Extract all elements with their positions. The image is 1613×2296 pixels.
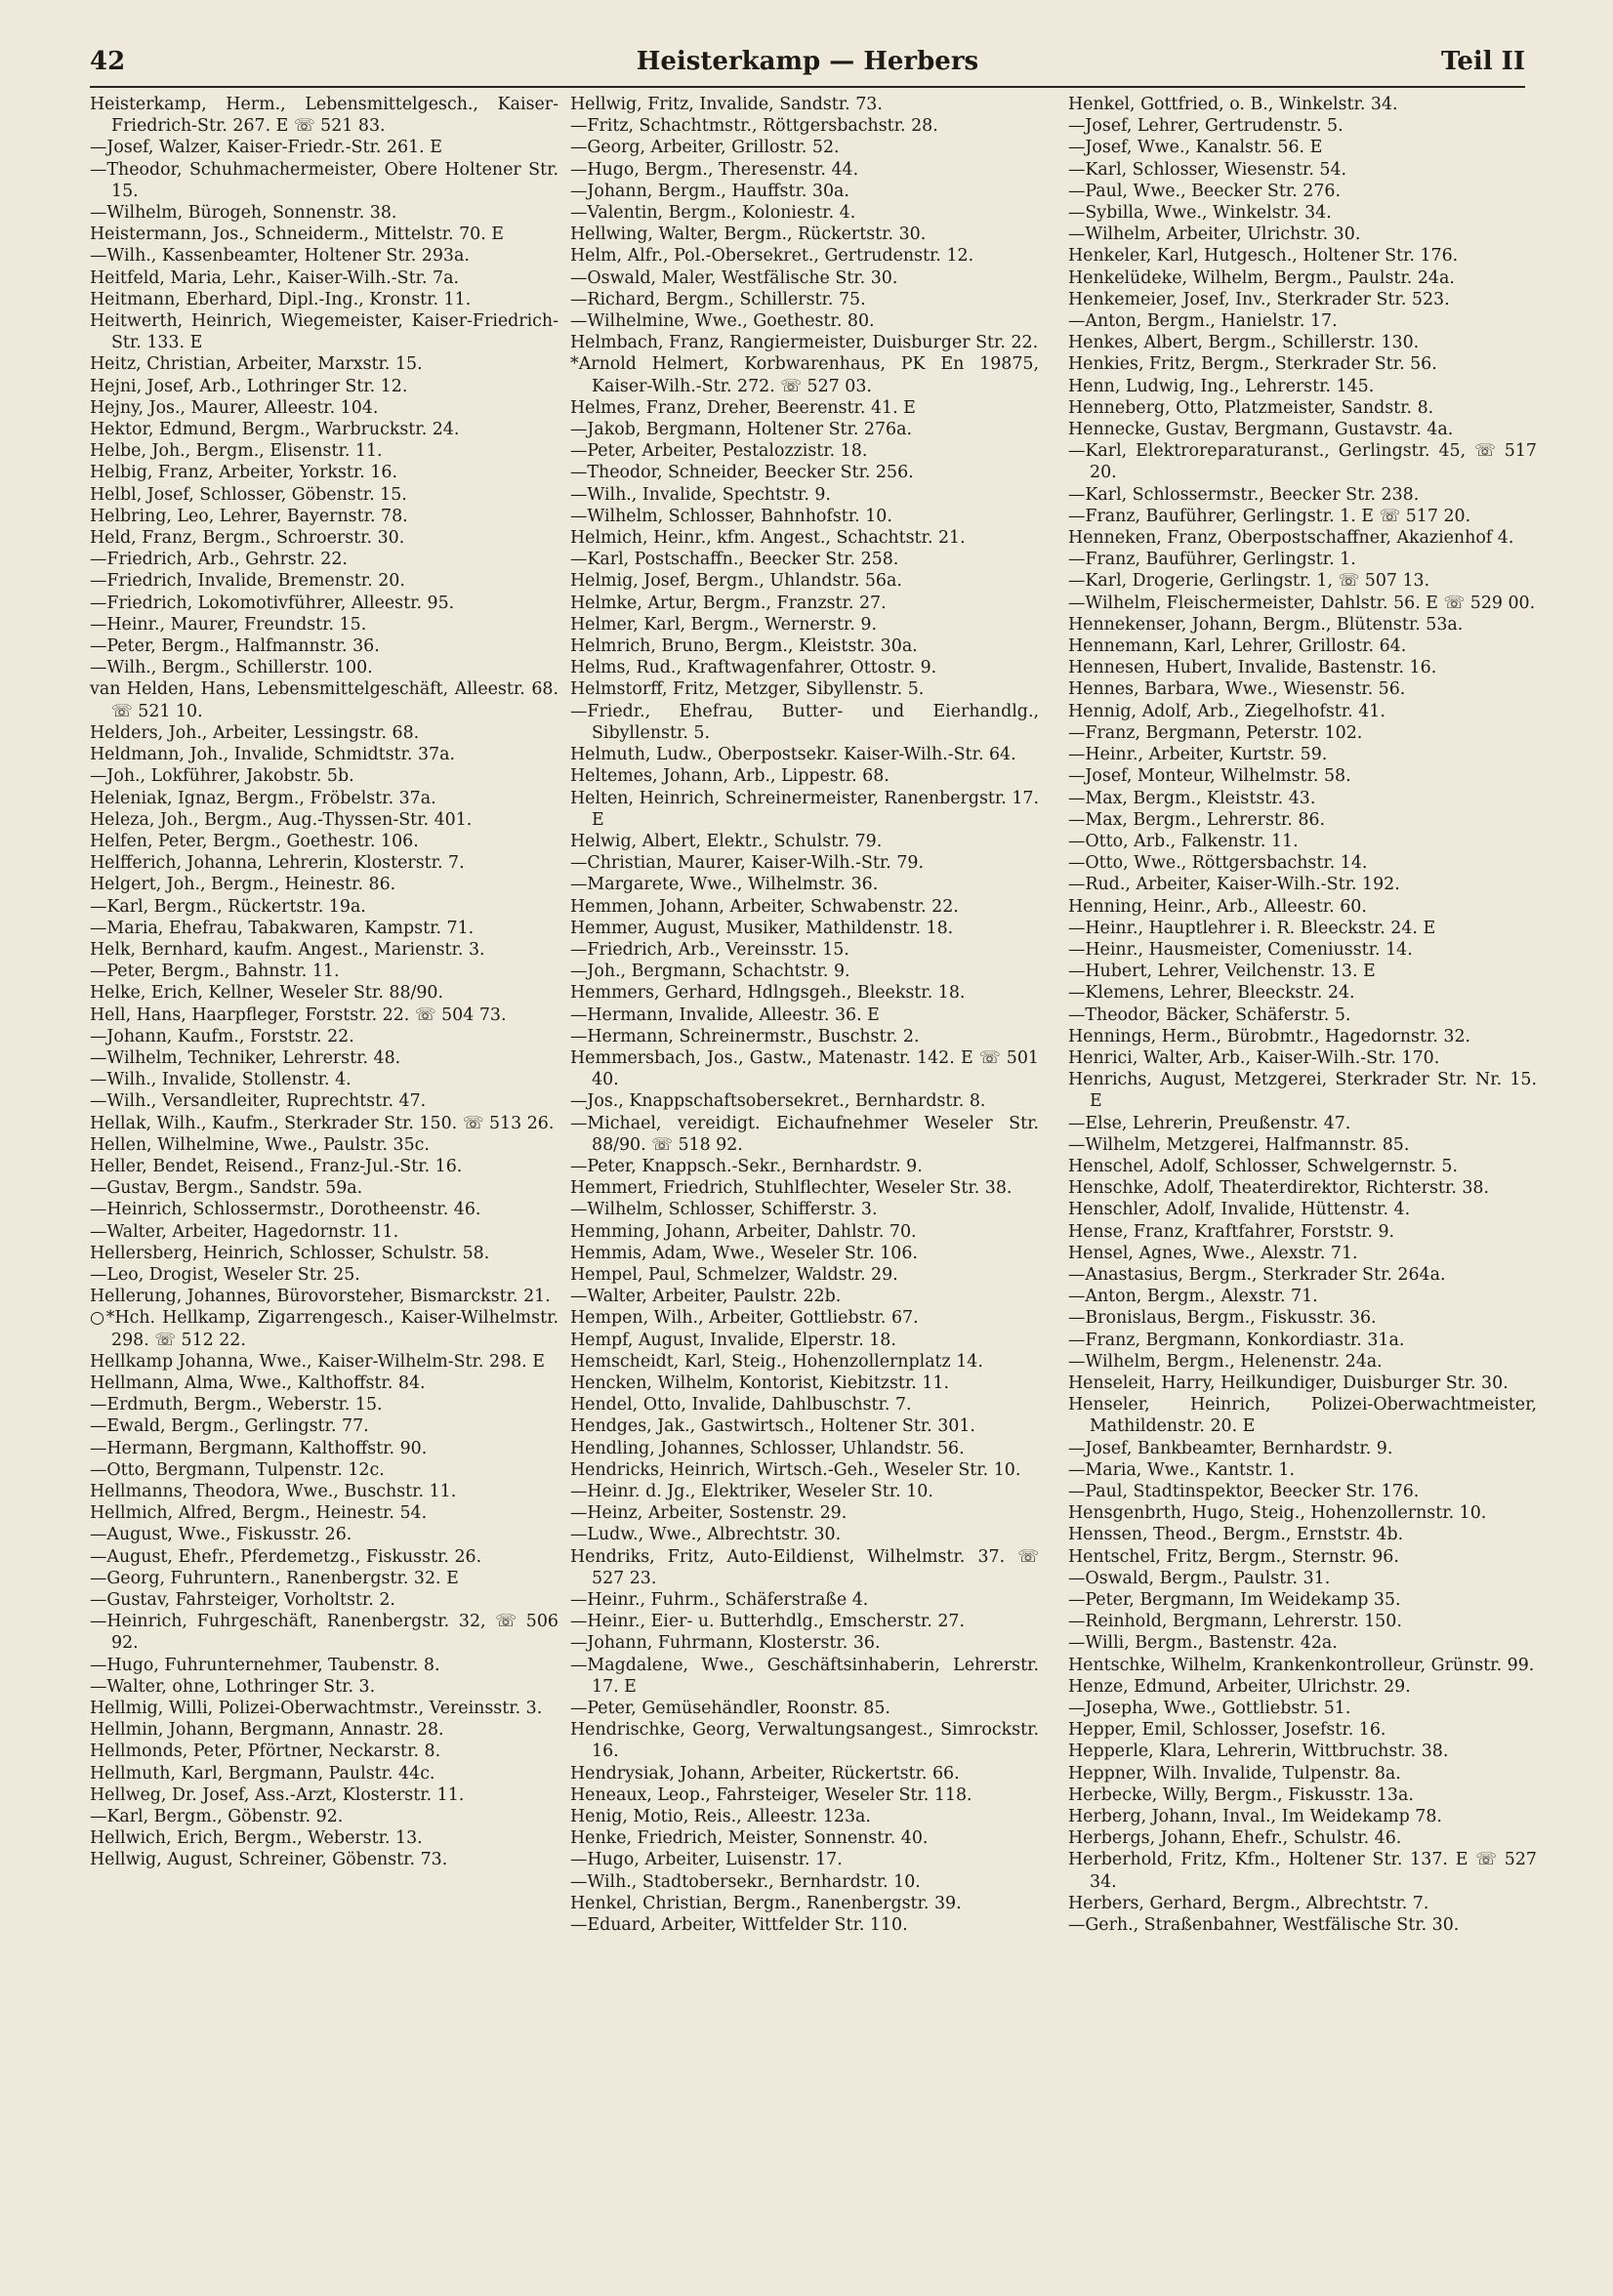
directory-entry: Heppner, Wilh. Invalide, Tulpenstr. 8a. <box>1068 1763 1401 1784</box>
directory-entry: Helmke, Artur, Bergm., Franzstr. 27. <box>570 593 887 613</box>
directory-entry: Heisterkamp, Herm., Lebensmittelgesch., Kaiser-Friedrich-Str. 267. E ☏ 521 83. <box>90 95 558 137</box>
directory-entry: —Josef, Monteur, Wilhelmstr. 58. <box>1068 766 1351 787</box>
directory-entry: —Heinrich, Schlossermstr., Dorotheenstr. 46. <box>90 1200 481 1220</box>
directory-entry: Hendriks, Fritz, Auto-Eildienst, Wilhelmstr. 37. ☏ 527 23. <box>570 1546 1039 1588</box>
directory-entry: Hendel, Otto, Invalide, Dahlbuschstr. 7. <box>570 1395 912 1415</box>
directory-entry: —Josef, Bankbeamter, Bernhardstr. 9. <box>1068 1438 1393 1458</box>
directory-entry: Henn, Ludwig, Ing., Lehrerstr. 145. <box>1068 376 1375 396</box>
directory-entry: Henning, Heinr., Arb., Alleestr. 60. <box>1068 896 1367 917</box>
directory-entry: —Peter, Arbeiter, Pestalozzistr. 18. <box>570 441 868 462</box>
directory-entry: Helbig, Franz, Arbeiter, Yorkstr. 16. <box>90 463 397 483</box>
directory-entry: —Theodor, Schuhmachermeister, Obere Holtener Str. 15. <box>90 159 558 201</box>
directory-entry: Heldmann, Joh., Invalide, Schmidtstr. 37a. <box>90 745 455 765</box>
directory-entry: Hendling, Johannes, Schlosser, Uhlandstr. 56. <box>570 1438 965 1458</box>
directory-entry: —Christian, Maurer, Kaiser-Wilh.-Str. 79. <box>570 853 924 874</box>
directory-entry: —Wilh., Stadtobersekr., Bernhardstr. 10. <box>570 1871 921 1892</box>
directory-entry: —Walter, Arbeiter, Paulstr. 22b. <box>570 1287 842 1307</box>
directory-entry: Henseler, Heinrich, Polizei-Oberwachtmeister, Mathildenstr. 20. E <box>1068 1395 1537 1437</box>
directory-entry: Hellak, Wilh., Kaufm., Sterkrader Str. 150. ☏ 513 26. <box>90 1113 555 1133</box>
directory-entry: Hendricks, Heinrich, Wirtsch.-Geh., Weseler Str. 10. <box>570 1459 1021 1480</box>
directory-entry: Hemmersbach, Jos., Gastw., Matenastr. 142. E ☏ 501 40. <box>570 1047 1039 1090</box>
directory-entry: —Max, Bergm., Lehrerstr. 86. <box>1068 809 1326 830</box>
directory-entry: Helmig, Josef, Bergm., Uhlandstr. 56a. <box>570 571 902 592</box>
directory-entry: Hellmuth, Karl, Bergmann, Paulstr. 44c. <box>90 1763 435 1784</box>
directory-entry: Hellerung, Johannes, Bürovorsteher, Bismarckstr. 21. <box>90 1287 551 1307</box>
directory-entry: Helders, Joh., Arbeiter, Lessingstr. 68. <box>90 722 420 743</box>
directory-entry: Hejny, Jos., Maurer, Alleestr. 104. <box>90 397 379 418</box>
directory-entry: Hempf, August, Invalide, Elperstr. 18. <box>570 1330 896 1350</box>
directory-entry: —Maria, Wwe., Kantstr. 1. <box>1068 1459 1296 1480</box>
directory-entry: Henze, Edmund, Arbeiter, Ulrichstr. 29. <box>1068 1676 1411 1697</box>
directory-entry: —Erdmuth, Bergm., Weberstr. 15. <box>90 1395 383 1415</box>
directory-entry: Hellmann, Alma, Wwe., Kalthoffstr. 84. <box>90 1373 426 1393</box>
directory-entry: —Wilh., Bergm., Schillerstr. 100. <box>90 658 373 678</box>
directory-entry: Helfen, Peter, Bergm., Goethestr. 106. <box>90 831 419 851</box>
directory-entry: Hellkamp Johanna, Wwe., Kaiser-Wilhelm-Str. 298. E <box>90 1351 545 1372</box>
directory-entry: —Peter, Bergm., Bahnstr. 11. <box>90 962 340 982</box>
part-label: Teil II <box>1440 47 1525 76</box>
directory-entry: —Anastasius, Bergm., Sterkrader Str. 264a. <box>1068 1264 1446 1285</box>
directory-entry: —Franz, Bauführer, Gerlingstr. 1. E ☏ 517 20. <box>1068 506 1471 526</box>
directory-entry: —Hugo, Fuhrunternehmer, Taubenstr. 8. <box>90 1655 440 1675</box>
directory-entry: Helmuth, Ludw., Oberpostsekr. Kaiser-Wilh.-Str. 64. <box>570 745 1016 765</box>
directory-entry: —Peter, Gemüsehändler, Roonstr. 85. <box>570 1699 890 1719</box>
column-2 <box>570 94 1039 1936</box>
running-title: Heisterkamp — Herbers <box>636 47 979 76</box>
directory-entry: ○*Hch. Hellkamp, Zigarrengesch., Kaiser-Wilhelmstr. 298. ☏ 512 22. <box>90 1308 558 1350</box>
directory-entry: —Heinr. d. Jg., Elektriker, Weseler Str. 10. <box>570 1482 933 1501</box>
directory-entry: —Valentin, Bergm., Koloniestr. 4. <box>570 203 856 224</box>
directory-entry: Heller, Bendet, Reisend., Franz-Jul.-Str. 16. <box>90 1156 463 1176</box>
directory-entry: Hennekenser, Johann, Bergm., Blütenstr. 53a. <box>1068 614 1464 635</box>
directory-entry: Hepperle, Klara, Lehrerin, Wittbruchstr. 38. <box>1068 1742 1449 1762</box>
header-rule <box>90 86 1525 88</box>
directory-entry: —Oswald, Bergm., Paulstr. 31. <box>1068 1568 1331 1588</box>
directory-entry: Henkeler, Karl, Hutgesch., Holtener Str. 176. <box>1068 246 1459 266</box>
directory-entry: —Sybilla, Wwe., Winkelstr. 34. <box>1068 203 1332 224</box>
directory-entry: Hensel, Agnes, Wwe., Alexstr. 71. <box>1068 1243 1358 1263</box>
directory-entry: Henke, Friedrich, Meister, Sonnenstr. 40. <box>570 1828 929 1849</box>
directory-entry: —Josef, Lehrer, Gertrudenstr. 5. <box>1068 116 1344 137</box>
directory-entry: —Wilhelm, Arbeiter, Ulrichstr. 30. <box>1068 225 1361 245</box>
directory-entry: Helmer, Karl, Bergm., Wernerstr. 9. <box>570 614 877 635</box>
directory-entry: —Hubert, Lehrer, Veilchenstr. 13. E <box>1068 962 1376 982</box>
directory-entry: Heleniak, Ignaz, Bergm., Fröbelstr. 37a. <box>90 788 436 808</box>
directory-entry: —Heinr., Arbeiter, Kurtstr. 59. <box>1068 745 1328 765</box>
directory-entry: Hemmen, Johann, Arbeiter, Schwabenstr. 22. <box>570 896 959 917</box>
directory-entry: Hennes, Barbara, Wwe., Wiesenstr. 56. <box>1068 679 1406 700</box>
directory-entry: —Wilhelm, Bürogeh, Sonnenstr. 38. <box>90 203 397 224</box>
directory-entry: —Josef, Walzer, Kaiser-Friedr.-Str. 261. E <box>90 138 442 158</box>
directory-entry: —Karl, Postschaffn., Beecker Str. 258. <box>570 550 899 570</box>
directory-entry: Helms, Rud., Kraftwagenfahrer, Ottostr. 9. <box>570 658 937 678</box>
directory-entry: Hendges, Jak., Gastwirtsch., Holtener Str. 301. <box>570 1416 975 1437</box>
directory-entry: Hempen, Wilh., Arbeiter, Gottliebstr. 67. <box>570 1308 919 1329</box>
directory-entry: Herbergs, Johann, Ehefr., Schulstr. 46. <box>1068 1828 1402 1849</box>
directory-entry: —Gustav, Bergm., Sandstr. 59a. <box>90 1178 363 1199</box>
directory-entry: Henneberg, Otto, Platzmeister, Sandstr. 8. <box>1068 397 1434 418</box>
directory-entry: —Franz, Bergmann, Konkordiastr. 31a. <box>1068 1330 1405 1350</box>
directory-entry: Hemming, Johann, Arbeiter, Dahlstr. 70. <box>570 1221 917 1242</box>
directory-entry: —Hermann, Schreinermstr., Buschstr. 2. <box>570 1026 920 1046</box>
directory-entry: Hennemann, Karl, Lehrer, Grillostr. 64. <box>1068 636 1407 657</box>
directory-entry: Helm, Alfr., Pol.-Obersekret., Gertrudenstr. 12. <box>570 246 974 266</box>
directory-entry: Heltemes, Johann, Arb., Lippestr. 68. <box>570 766 889 787</box>
directory-entry: —Walter, ohne, Lothringer Str. 3. <box>90 1676 376 1697</box>
directory-entry: —Hugo, Arbeiter, Luisenstr. 17. <box>570 1850 843 1870</box>
directory-entry: —Peter, Bergm., Halfmannstr. 36. <box>90 636 380 657</box>
directory-entry: Henkel, Gottfried, o. B., Winkelstr. 34. <box>1068 95 1398 114</box>
directory-entry: Helbe, Joh., Bergm., Elisenstr. 11. <box>90 441 383 462</box>
directory-entry: —Hermann, Invalide, Alleestr. 36. E <box>570 1004 880 1025</box>
directory-entry: Hellwich, Erich, Bergm., Weberstr. 13. <box>90 1828 423 1849</box>
directory-entry: Henkel, Christian, Bergm., Ranenbergstr. 39. <box>570 1893 962 1913</box>
directory-entry: —Karl, Elektroreparaturanst., Gerlingstr. 45, ☏ 517 20. <box>1068 441 1537 483</box>
directory-entry: —Friedr., Ehefrau, Butter- und Eierhandlg., Sibyllenstr. 5. <box>570 701 1039 743</box>
directory-entry: —Hugo, Bergm., Theresenstr. 44. <box>570 159 859 180</box>
directory-entry: —Wilhelmine, Wwe., Goethestr. 80. <box>570 311 875 332</box>
directory-entry: Heitz, Christian, Arbeiter, Marxstr. 15. <box>90 354 423 375</box>
directory-entry: Henschler, Adolf, Invalide, Hüttenstr. 4. <box>1068 1200 1411 1220</box>
directory-entry: —Heinr., Eier- u. Butterhdlg., Emscherstr. 27. <box>570 1612 965 1632</box>
directory-entry: —Michael, vereidigt. Eichaufnehmer Weseler Str. 88/90. ☏ 518 92. <box>570 1113 1039 1155</box>
directory-entry: —Else, Lehrerin, Preußenstr. 47. <box>1068 1113 1351 1133</box>
directory-entry: Helgert, Joh., Bergm., Heinestr. 86. <box>90 875 396 895</box>
directory-entry: Henneken, Franz, Oberpostschaffner, Akazienhof 4. <box>1068 528 1514 549</box>
directory-entry: Hemmer, August, Musiker, Mathildenstr. 18. <box>570 918 954 938</box>
directory-entry: Hemmert, Friedrich, Stuhlflechter, Weseler Str. 38. <box>570 1178 1013 1199</box>
directory-entry: —Ewald, Bergm., Gerlingstr. 77. <box>90 1416 369 1437</box>
directory-entry: —Willi, Bergm., Bastenstr. 42a. <box>1068 1633 1338 1654</box>
directory-entry: —Peter, Knappsch.-Sekr., Bernhardstr. 9. <box>570 1156 923 1176</box>
directory-entry: —Richard, Bergm., Schillerstr. 75. <box>570 289 866 309</box>
directory-entry: Henkies, Fritz, Bergm., Sterkrader Str. 56. <box>1068 354 1437 375</box>
directory-entry: Hellmig, Willi, Polizei-Oberwachtmstr., Vereinsstr. 3. <box>90 1699 543 1719</box>
directory-entry: Heneaux, Leop., Fahrsteiger, Weseler Str. 118. <box>570 1784 972 1805</box>
page-number: 42 <box>90 47 126 76</box>
directory-entry: —Georg, Fuhruntern., Ranenbergstr. 32. E <box>90 1568 459 1588</box>
directory-entry: —Paul, Stadtinspektor, Beecker Str. 176. <box>1068 1482 1420 1501</box>
directory-entry: —Bronislaus, Bergm., Fiskusstr. 36. <box>1068 1308 1377 1329</box>
directory-entry: —Leo, Drogist, Weseler Str. 25. <box>90 1264 360 1285</box>
directory-entry: Hense, Franz, Kraftfahrer, Forststr. 9. <box>1068 1221 1395 1242</box>
directory-entry: —Heinr., Maurer, Freundstr. 15. <box>90 614 367 635</box>
directory-entry: Helke, Erich, Kellner, Weseler Str. 88/90. <box>90 983 444 1004</box>
directory-entry: —Wilhelm, Fleischermeister, Dahlstr. 56. E ☏ 529 00. <box>1068 593 1536 613</box>
directory-entry: —Friedrich, Lokomotivführer, Alleestr. 95. <box>90 593 455 613</box>
directory-entry: Helfferich, Johanna, Lehrerin, Klosterstr. 7. <box>90 853 465 874</box>
directory-entry: —Wilhelm, Techniker, Lehrerstr. 48. <box>90 1047 401 1068</box>
directory-entry: —Rud., Arbeiter, Kaiser-Wilh.-Str. 192. <box>1068 875 1400 895</box>
directory-entry: Hempel, Paul, Schmelzer, Waldstr. 29. <box>570 1264 898 1285</box>
directory-entry: van Helden, Hans, Lebensmittelgeschäft, Alleestr. 68. ☏ 521 10. <box>90 679 558 721</box>
directory-entry: Hellmonds, Peter, Pförtner, Neckarstr. 8. <box>90 1742 441 1762</box>
directory-entry: —Johann, Bergm., Hauffstr. 30a. <box>570 181 849 201</box>
directory-entry: —Joh., Bergmann, Schachtstr. 9. <box>570 962 850 982</box>
directory-entry: —Wilh., Invalide, Spechtstr. 9. <box>570 484 831 505</box>
directory-entry: Hellmanns, Theodora, Wwe., Buschstr. 11. <box>90 1482 457 1501</box>
directory-entry: Hencken, Wilhelm, Kontorist, Kiebitzstr. 11. <box>570 1373 949 1393</box>
directory-entry: Hennig, Adolf, Arb., Ziegelhofstr. 41. <box>1068 701 1386 721</box>
directory-entry: Hemmers, Gerhard, Hdlngsgeh., Bleekstr. 18. <box>570 983 966 1004</box>
directory-entry: —Oswald, Maler, Westfälische Str. 30. <box>570 267 898 288</box>
directory-entry: —Karl, Bergm., Rückertstr. 19a. <box>90 896 366 917</box>
directory-entry: —Margarete, Wwe., Wilhelmstr. 36. <box>570 875 879 895</box>
directory-entry: Helmbach, Franz, Rangiermeister, Duisburger Str. 22. <box>570 333 1039 353</box>
directory-entry: —Magdalene, Wwe., Geschäftsinhaberin, Lehrerstr. 17. E <box>570 1655 1039 1697</box>
directory-entry: Herbecke, Willy, Bergm., Fiskusstr. 13a. <box>1068 1784 1414 1805</box>
directory-entry: Hektor, Edmund, Bergm., Warbruckstr. 24. <box>90 420 460 440</box>
directory-entry: —Otto, Bergmann, Tulpenstr. 12c. <box>90 1459 385 1480</box>
directory-entry: —Gustav, Fahrsteiger, Vorholtstr. 2. <box>90 1590 395 1611</box>
directory-entry: Heitmann, Eberhard, Dipl.-Ing., Kronstr. 11. <box>90 289 472 309</box>
directory-entry: Helwig, Albert, Elektr., Schulstr. 79. <box>570 831 883 851</box>
directory-entry: —Wilhelm, Schlosser, Bahnhofstr. 10. <box>570 506 892 526</box>
directory-entry: —Anton, Bergm., Alexstr. 71. <box>1068 1287 1318 1307</box>
directory-entry: Henssen, Theod., Bergm., Ernststr. 4b. <box>1068 1525 1404 1545</box>
directory-entry: Helbl, Josef, Schlosser, Göbenstr. 15. <box>90 484 407 505</box>
directory-entry: —August, Wwe., Fiskusstr. 26. <box>90 1525 352 1545</box>
directory-entry: —Otto, Arb., Falkenstr. 11. <box>1068 831 1299 851</box>
directory-entry: Held, Franz, Bergm., Schroerstr. 30. <box>90 528 405 549</box>
directory-entry: Hensgenbrth, Hugo, Steig., Hohenzollernstr. 10. <box>1068 1503 1487 1524</box>
directory-entry: Hellmin, Johann, Bergmann, Annastr. 28. <box>90 1720 444 1741</box>
directory-entry: Hemmis, Adam, Wwe., Weseler Str. 106. <box>570 1243 918 1263</box>
directory-entry: Henrichs, August, Metzgerei, Sterkrader Str. Nr. 15. E <box>1068 1070 1537 1112</box>
directory-entry: —Wilh., Versandleiter, Ruprechtstr. 47. <box>90 1091 427 1112</box>
directory-entry: —Theodor, Schneider, Beecker Str. 256. <box>570 463 914 483</box>
directory-entry: —Georg, Arbeiter, Grillostr. 52. <box>570 138 840 158</box>
directory-entry: —Ludw., Wwe., Albrechtstr. 30. <box>570 1525 842 1545</box>
directory-entry: —Paul, Wwe., Beecker Str. 276. <box>1068 181 1341 201</box>
directory-entry: —Gerh., Straßenbahner, Westfälische Str. 30. <box>1068 1915 1460 1936</box>
directory-entry: —Friedrich, Invalide, Bremenstr. 20. <box>90 571 405 592</box>
directory-entry: Hellweg, Dr. Josef, Ass.-Arzt, Klosterstr. 11. <box>90 1784 465 1805</box>
directory-entry: —Heinr., Fuhrm., Schäferstraße 4. <box>570 1590 869 1611</box>
directory-entry: —Theodor, Bäcker, Schäferstr. 5. <box>1068 1004 1351 1025</box>
directory-entry: —Wilh., Invalide, Stollenstr. 4. <box>90 1070 352 1090</box>
directory-entry: —Heinr., Hauptlehrer i. R. Bleeckstr. 24. E <box>1068 918 1436 938</box>
directory-entry: —Otto, Wwe., Röttgersbachstr. 14. <box>1068 853 1368 874</box>
directory-entry: —Franz, Bergmann, Peterstr. 102. <box>1068 722 1363 743</box>
directory-entry: Herberg, Johann, Inval., Im Weidekamp 78. <box>1068 1807 1442 1827</box>
directory-entry: —Peter, Bergmann, Im Weidekamp 35. <box>1068 1590 1401 1611</box>
directory-entry: Helk, Bernhard, kaufm. Angest., Marienstr. 3. <box>90 939 485 960</box>
directory-entry: Henschel, Adolf, Schlosser, Schwelgernstr. 5. <box>1068 1156 1459 1176</box>
directory-entry: Helmrich, Bruno, Bergm., Kleiststr. 30a. <box>570 636 918 657</box>
directory-entry: Hellwing, Walter, Bergm., Rückertstr. 30. <box>570 225 927 245</box>
directory-entry: —Karl, Schlossermstr., Beecker Str. 238. <box>1068 484 1420 505</box>
directory-entry: —Wilh., Kassenbeamter, Holtener Str. 293a. <box>90 246 470 266</box>
directory-entry: Henkemeier, Josef, Inv., Sterkrader Str. 523. <box>1068 289 1450 309</box>
directory-entry: —Jakob, Bergmann, Holtener Str. 276a. <box>570 420 913 440</box>
directory-entry: Hentschel, Fritz, Bergm., Sternstr. 96. <box>1068 1546 1399 1567</box>
directory-entry: Helmes, Franz, Dreher, Beerenstr. 41. E <box>570 397 916 418</box>
directory-entry: —Josef, Wwe., Kanalstr. 56. E <box>1068 138 1323 158</box>
directory-entry: Herberhold, Fritz, Kfm., Holtener Str. 137. E ☏ 527 34. <box>1068 1850 1537 1892</box>
directory-entry: —Klemens, Lehrer, Bleeckstr. 24. <box>1068 983 1355 1004</box>
directory-entry: Herbers, Gerhard, Bergm., Albrechtstr. 7. <box>1068 1893 1429 1913</box>
directory-entry: —Karl, Drogerie, Gerlingstr. 1, ☏ 507 13. <box>1068 571 1430 592</box>
directory-entry: Helten, Heinrich, Schreinermeister, Ranenbergstr. 17. E <box>570 788 1039 830</box>
directory-entry: Henschke, Adolf, Theaterdirektor, Richterstr. 38. <box>1068 1178 1490 1199</box>
directory-entry: Hennings, Herm., Bürobmtr., Hagedornstr. 32. <box>1068 1026 1471 1046</box>
column-1 <box>90 94 558 1871</box>
directory-entry: —Heinrich, Fuhrgeschäft, Ranenbergstr. 32, ☏ 506 92. <box>90 1612 558 1654</box>
directory-entry: Hennesen, Hubert, Invalide, Bastenstr. 16. <box>1068 658 1437 678</box>
directory-entry: Hejni, Josef, Arb., Lothringer Str. 12. <box>90 376 408 396</box>
column-3 <box>1068 94 1537 1936</box>
directory-entry: —Friedrich, Arb., Vereinsstr. 15. <box>570 939 849 960</box>
directory-entry: Heleza, Joh., Bergm., Aug.-Thyssen-Str. 401. <box>90 809 473 830</box>
directory-entry: Helbring, Leo, Lehrer, Bayernstr. 78. <box>90 506 408 526</box>
directory-entry: Hellwig, August, Schreiner, Göbenstr. 73. <box>90 1850 448 1870</box>
directory-entry: Henkes, Albert, Bergm., Schillerstr. 130. <box>1068 333 1420 353</box>
directory-entry: —Friedrich, Arb., Gehrstr. 22. <box>90 550 348 570</box>
directory-entry: Hendrysiak, Johann, Arbeiter, Rückertstr. 66. <box>570 1763 960 1784</box>
directory-entry: Hellen, Wilhelmine, Wwe., Paulstr. 35c. <box>90 1134 430 1155</box>
directory-entry: Heitwerth, Heinrich, Wiegemeister, Kaiser-Friedrich-Str. 133. E <box>90 311 558 353</box>
directory-entry: —Karl, Bergm., Göbenstr. 92. <box>90 1807 344 1827</box>
directory-entry: Heitfeld, Maria, Lehr., Kaiser-Wilh.-Str. 7a. <box>90 267 459 288</box>
directory-entry: —Joh., Lokführer, Jakobstr. 5b. <box>90 766 354 787</box>
directory-entry: —Jos., Knappschaftsobersekret., Bernhardstr. 8. <box>570 1091 986 1112</box>
directory-entry: —Max, Bergm., Kleiststr. 43. <box>1068 788 1316 808</box>
directory-entry: Hennecke, Gustav, Bergmann, Gustavstr. 4a. <box>1068 420 1454 440</box>
directory-entry: Hepper, Emil, Schlosser, Josefstr. 16. <box>1068 1720 1386 1741</box>
directory-entry: Heistermann, Jos., Schneiderm., Mittelstr. 70. E <box>90 225 504 245</box>
directory-entry: Hellwig, Fritz, Invalide, Sandstr. 73. <box>570 95 883 114</box>
directory-entry: Hendrischke, Georg, Verwaltungsangest., Simrockstr. 16. <box>570 1720 1039 1762</box>
directory-entry: —Maria, Ehefrau, Tabakwaren, Kampstr. 71. <box>90 918 475 938</box>
directory-entry: —Wilhelm, Schlosser, Schifferstr. 3. <box>570 1200 878 1220</box>
directory-entry: Hell, Hans, Haarpfleger, Forststr. 22. ☏ 504 73. <box>90 1004 507 1025</box>
directory-entry: Hellersberg, Heinrich, Schlosser, Schulstr. 58. <box>90 1243 490 1263</box>
directory-entry: —Franz, Bauführer, Gerlingstr. 1. <box>1068 550 1356 570</box>
directory-entry: Hellmich, Alfred, Bergm., Heinestr. 54. <box>90 1503 428 1524</box>
directory-entry: Hemscheidt, Karl, Steig., Hohenzollernplatz 14. <box>570 1351 983 1372</box>
directory-entry: Hentschke, Wilhelm, Krankenkontrolleur, Grünstr. 99. <box>1068 1655 1535 1675</box>
directory-entry: Henig, Motio, Reis., Alleestr. 123a. <box>570 1807 871 1827</box>
directory-entry: —Anton, Bergm., Hanielstr. 17. <box>1068 311 1338 332</box>
page-header <box>90 47 1525 86</box>
directory-entry: —Johann, Kaufm., Forststr. 22. <box>90 1026 354 1046</box>
directory-entry: —Wilhelm, Bergm., Helenenstr. 24a. <box>1068 1351 1383 1372</box>
directory-entry: *Arnold Helmert, Korbwarenhaus, PK En 19875, Kaiser-Wilh.-Str. 272. ☏ 527 03. <box>570 354 1039 396</box>
directory-entry: Helmich, Heinr., kfm. Angest., Schachtstr. 21. <box>570 528 966 549</box>
directory-entry: Helmstorff, Fritz, Metzger, Sibyllenstr. 5. <box>570 679 925 700</box>
directory-entry: —Reinhold, Bergmann, Lehrerstr. 150. <box>1068 1612 1402 1632</box>
directory-entry: —Wilhelm, Metzgerei, Halfmannstr. 85. <box>1068 1134 1410 1155</box>
directory-entry: —Josepha, Wwe., Gottliebstr. 51. <box>1068 1699 1351 1719</box>
directory-entry: —Heinz, Arbeiter, Sostenstr. 29. <box>570 1503 848 1524</box>
directory-entry: —Johann, Fuhrmann, Klosterstr. 36. <box>570 1633 881 1654</box>
directory-entry: Henseleit, Harry, Heilkundiger, Duisburger Str. 30. <box>1068 1373 1509 1393</box>
directory-entry: Henkelüdeke, Wilhelm, Bergm., Paulstr. 24a. <box>1068 267 1455 288</box>
directory-entry: —Walter, Arbeiter, Hagedornstr. 11. <box>90 1221 399 1242</box>
directory-entry: Henrici, Walter, Arb., Kaiser-Wilh.-Str. 170. <box>1068 1047 1440 1068</box>
directory-entry: —Heinr., Hausmeister, Comeniusstr. 14. <box>1068 939 1413 960</box>
directory-entry: —Fritz, Schachtmstr., Röttgersbachstr. 28. <box>570 116 938 137</box>
directory-entry: —August, Ehefr., Pferdemetzg., Fiskusstr. 26. <box>90 1546 482 1567</box>
directory-entry: —Karl, Schlosser, Wiesenstr. 54. <box>1068 159 1347 180</box>
directory-entry: —Eduard, Arbeiter, Wittfelder Str. 110. <box>570 1915 908 1936</box>
directory-entry: —Hermann, Bergmann, Kalthoffstr. 90. <box>90 1438 428 1458</box>
